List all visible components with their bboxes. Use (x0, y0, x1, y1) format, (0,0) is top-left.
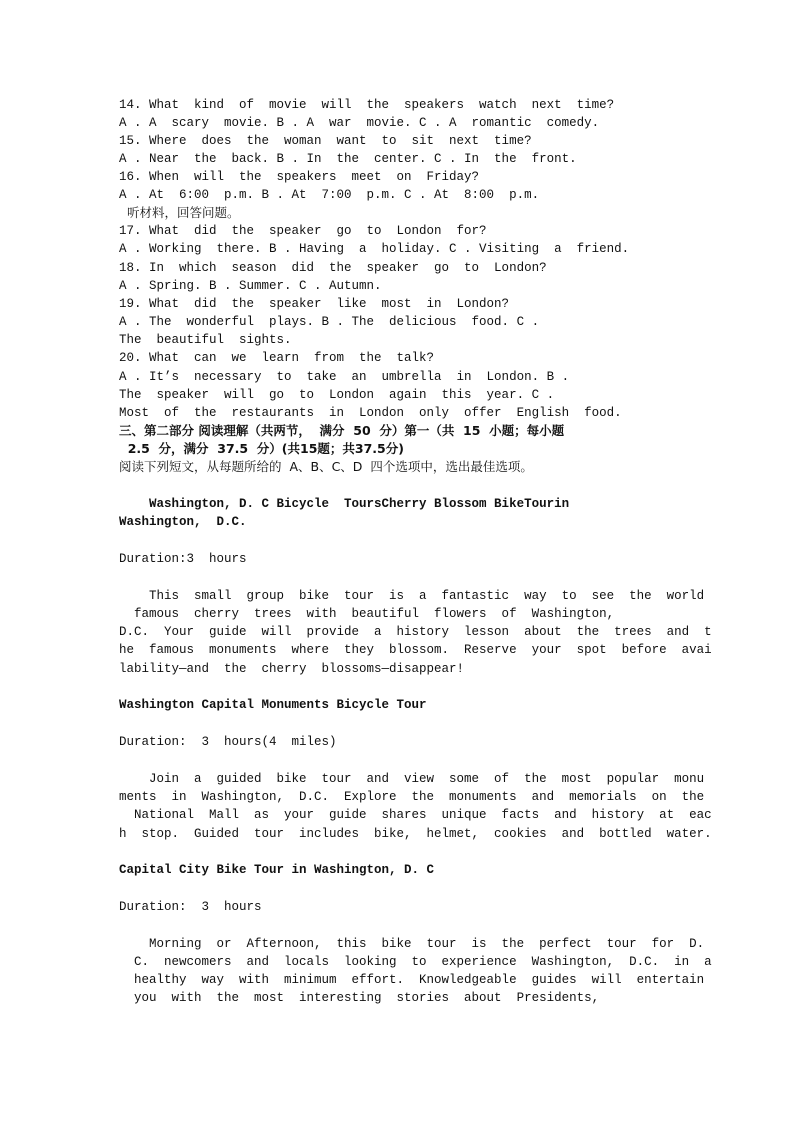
tour-3-body-line-2: C. newcomers and locals looking to experience Washington, D.C. in a (119, 955, 712, 969)
tour-1-title-line-1: Washington, D. C Bicycle ToursCherry Blossom BikeTourin (119, 497, 570, 511)
tour-1-duration: Duration:3 hours (119, 552, 247, 566)
options-16: A . At 6:00 p.m. B . At 7:00 p.m. C . At 8:00 p.m. (119, 188, 540, 202)
options-19-line-2: The beautiful sights. (119, 333, 292, 347)
question-19: 19. What did the speaker like most in London? (119, 297, 510, 311)
tour-2-body-line-1: Join a guided bike tour and view some of the most popular monu (119, 772, 705, 786)
tour-2-title: Washington Capital Monuments Bicycle Tour (119, 698, 427, 712)
tour-1-body-line-1: This small group bike tour is a fantastic way to see the world (119, 589, 705, 603)
tour-3-duration: Duration: 3 hours (119, 900, 262, 914)
tour-2-duration: Duration: 3 hours(4 miles) (119, 735, 337, 749)
tour-2-body-line-4: h stop. Guided tour includes bike, helmet, cookies and bottled water. (119, 827, 712, 841)
tour-2-body-line-2: ments in Washington, D.C. Explore the monuments and memorials on the (119, 790, 705, 804)
tour-1-body-line-4: he famous monuments where they blossom. Reserve your spot before avai (119, 643, 712, 657)
tour-1-body-line-3: D.C. Your guide will provide a history lesson about the trees and t (119, 625, 712, 639)
options-20-line-3: Most of the restaurants in London only offer English food. (119, 406, 622, 420)
options-14: A . A scary movie. B . A war movie. C . A romantic comedy. (119, 116, 600, 130)
options-20-line-2: The speaker will go to London again this year. C . (119, 388, 555, 402)
tour-3-title: Capital City Bike Tour in Washington, D. C (119, 863, 435, 877)
options-18: A . Spring. B . Summer. C . Autumn. (119, 279, 382, 293)
section-heading-line-1: 三、第二部分 阅读理解（共两节， 满分 50 分）第一（共 15 小题；每小题 (119, 423, 565, 438)
tour-1-body-line-2: famous cherry trees with beautiful flowers of Washington, (119, 607, 615, 621)
options-20-line-1: A . It’s necessary to take an umbrella in London. B . (119, 370, 570, 384)
question-17: 17. What did the speaker go to London for? (119, 224, 487, 238)
tour-3-body-line-3: healthy way with minimum effort. Knowledgeable guides will entertain (119, 973, 705, 987)
listening-instruction: 听材料，回答问题。 (119, 205, 240, 220)
question-20: 20. What can we learn from the talk? (119, 351, 435, 365)
options-17: A . Working there. B . Having a holiday. C . Visiting a friend. (119, 242, 630, 256)
tour-1-title-line-2: Washington, D.C. (119, 515, 247, 529)
question-18: 18. In which season did the speaker go to London? (119, 261, 547, 275)
question-15: 15. Where does the woman want to sit next time? (119, 134, 532, 148)
question-14: 14. What kind of movie will the speakers watch next time? (119, 98, 615, 112)
reading-instruction: 阅读下列短文，从每题所给的 A、B、C、D 四个选项中，选出最佳选项。 (119, 459, 533, 474)
tour-3-body-line-4: you with the most interesting stories about Presidents, (119, 991, 600, 1005)
options-19-line-1: A . The wonderful plays. B . The delicious food. C . (119, 315, 540, 329)
tour-3-body-line-1: Morning or Afternoon, this bike tour is the perfect tour for D. (119, 937, 705, 951)
tour-2-body-line-3: National Mall as your guide shares unique facts and history at eac (119, 808, 712, 822)
tour-1-body-line-5: lability—and the cherry blossoms—disappear! (119, 662, 465, 676)
section-heading-line-2: 2.5 分，满分 37.5 分）(共15题；共37.5分) (119, 441, 404, 456)
question-16: 16. When will the speakers meet on Friday? (119, 170, 480, 184)
options-15: A . Near the back. B . In the center. C . In the front. (119, 152, 577, 166)
